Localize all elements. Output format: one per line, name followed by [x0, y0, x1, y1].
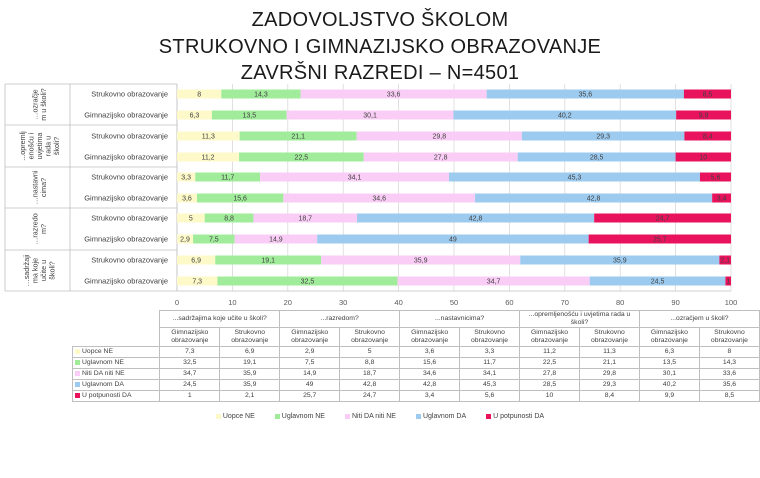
- group-label: m?: [39, 224, 49, 234]
- table-cell: 30,1: [639, 369, 699, 380]
- table-cell: 33,6: [699, 369, 759, 380]
- table-row-label: Uglavnom DA: [82, 381, 124, 388]
- data-label: 1: [726, 278, 731, 286]
- data-label: 13,5: [242, 112, 257, 120]
- table-cell: 21,1: [579, 358, 639, 369]
- table-cell: 11,2: [520, 347, 580, 358]
- legend-label: Uopce NE: [222, 413, 255, 420]
- table-cell: 3,3: [460, 347, 520, 358]
- table-sub-header: Gimnazijsko obrazovanje: [280, 328, 340, 347]
- table-cell: 42,8: [340, 380, 400, 391]
- table-cell: 32,5: [160, 358, 220, 369]
- table-cell: 8: [699, 347, 759, 358]
- table-cell: 49: [280, 380, 340, 391]
- legend-swatch: [275, 414, 280, 419]
- data-label: 8,5: [702, 91, 713, 99]
- table-sub-header: Strukovno obrazovanje: [340, 328, 400, 347]
- x-tick-label: 10: [228, 298, 237, 307]
- x-tick-label: 0: [174, 298, 180, 307]
- data-label: 34,1: [347, 174, 362, 182]
- category-label: Strukovno obrazovanje: [91, 89, 168, 99]
- table-cell: 3,6: [400, 347, 460, 358]
- data-label: 34,7: [486, 278, 501, 286]
- x-tick-label: 90: [671, 298, 680, 307]
- group-label: školi?: [51, 136, 61, 156]
- group-label: cima?: [39, 177, 49, 198]
- data-label: 24,7: [655, 215, 670, 223]
- legend-swatch: [416, 414, 421, 419]
- table-sub-header: Strukovno obrazovanje: [220, 328, 280, 347]
- category-label: Gimnazijsko obrazovanje: [84, 193, 168, 203]
- table-sub-header: Gimnazijsko obrazovanje: [639, 328, 699, 347]
- table-cell: 24,5: [160, 380, 220, 391]
- legend-label: Uglavnom DA: [422, 413, 467, 420]
- table-cell: 25,7: [280, 391, 340, 402]
- legend-item: [345, 413, 396, 420]
- x-tick-label: 60: [505, 298, 514, 307]
- x-tick-label: 30: [339, 298, 348, 307]
- table-cell: 11,7: [460, 358, 520, 369]
- legend-key: [75, 371, 80, 376]
- data-label: 14,3: [254, 91, 268, 99]
- data-label: 29,3: [596, 133, 610, 141]
- group-label: rada u: [43, 135, 53, 157]
- table-cell: 1: [160, 391, 220, 402]
- table-cell: 18,7: [340, 369, 400, 380]
- table-cell: 8,4: [579, 391, 639, 402]
- table-group-header: ...nastavnicima?: [400, 311, 520, 328]
- table-row: [73, 369, 760, 380]
- group-label: enošću i: [26, 132, 36, 160]
- table-cell: 2,1: [220, 391, 280, 402]
- data-label: 35,6: [578, 91, 593, 99]
- table-cell: 9,9: [639, 391, 699, 402]
- table-row-label: U potpunosti DA: [82, 392, 132, 399]
- legend-label: Uglavnom NE: [281, 413, 325, 420]
- legend-key: [75, 360, 80, 365]
- group-label: …razredo: [30, 213, 40, 245]
- table-cell: 22,5: [520, 358, 580, 369]
- data-label: 22,5: [294, 154, 309, 162]
- x-tick-label: 70: [560, 298, 569, 307]
- table-cell: 8,8: [340, 358, 400, 369]
- table-cell: 24,7: [340, 391, 400, 402]
- category-label: Gimnazijsko obrazovanje: [84, 110, 168, 120]
- table-sub-header: Strukovno obrazovanje: [460, 328, 520, 347]
- table-row: [73, 380, 760, 391]
- x-tick-label: 80: [616, 298, 625, 307]
- table-cell: 2,9: [280, 347, 340, 358]
- category-label: Gimnazijsko obrazovanje: [84, 276, 168, 286]
- data-label: 18,7: [298, 215, 313, 223]
- data-table: [72, 310, 760, 402]
- table-cell: 13,5: [639, 358, 699, 369]
- table-row-label: Uopce NE: [82, 348, 113, 355]
- table-cell: 19,1: [220, 358, 280, 369]
- legend-swatch: [345, 414, 350, 419]
- x-tick-label: 50: [449, 298, 459, 307]
- legend-label: U potpunosti DA: [493, 413, 545, 420]
- data-label: 8: [197, 91, 202, 99]
- table-group-header: ...razredom?: [280, 311, 400, 328]
- table-cell: 27,8: [520, 369, 580, 380]
- data-label: 40,2: [557, 112, 572, 120]
- data-label: 28,5: [589, 154, 604, 162]
- data-label: 5: [188, 215, 193, 223]
- group-label: …nastavni: [30, 170, 40, 205]
- data-label: 35,9: [413, 257, 428, 265]
- legend-item: [216, 413, 255, 420]
- category-label: Strukovno obrazovanje: [91, 131, 168, 141]
- data-label: 9,9: [698, 112, 709, 120]
- table-corner: [73, 328, 160, 347]
- data-label: 49: [448, 236, 457, 244]
- group-label: uvjetima: [34, 132, 44, 160]
- data-label: 42,8: [468, 215, 483, 223]
- table-sub-header: Gimnazijsko obrazovanje: [160, 328, 220, 347]
- table-cell: 45,3: [460, 380, 520, 391]
- category-label: Gimnazijsko obrazovanje: [84, 152, 168, 162]
- legend-item: [275, 413, 325, 420]
- data-label: 3,3: [181, 174, 192, 182]
- group-label: m u školi?: [39, 88, 49, 121]
- data-label: 42,8: [586, 195, 601, 203]
- data-label: 30,1: [363, 112, 377, 120]
- x-tick-label: 40: [394, 298, 403, 307]
- data-label: 10: [699, 154, 708, 162]
- table-cell: 35,6: [699, 380, 759, 391]
- group-label: ...opremlj: [17, 131, 27, 161]
- data-label: 34,6: [372, 195, 387, 203]
- data-label: 5,6: [710, 174, 721, 182]
- data-label: 2,9: [180, 236, 190, 244]
- data-label: 3,4: [716, 195, 727, 203]
- table-cell: 5,6: [460, 391, 520, 402]
- data-label: 32,5: [300, 278, 315, 286]
- table-group-header: ...sadržajima koje učite u školi?: [160, 311, 280, 328]
- table-cell: 29,8: [579, 369, 639, 380]
- table-sub-header: Gimnazijsko obrazovanje: [520, 328, 580, 347]
- data-label: 15,6: [233, 195, 247, 203]
- chart-title-line-1: ZADOVOLJSTVO ŠKOLOM: [251, 9, 509, 31]
- table-cell: 3,4: [400, 391, 460, 402]
- data-label: 29,8: [432, 133, 447, 141]
- table-cell: 29,3: [579, 380, 639, 391]
- table-cell: 14,3: [699, 358, 759, 369]
- table-cell: 7,3: [160, 347, 220, 358]
- group-label: učite u: [39, 259, 49, 282]
- table-cell: 35,9: [220, 380, 280, 391]
- table-group-header: ...ozračjem u školi?: [639, 311, 759, 328]
- data-label: 27,8: [433, 154, 448, 162]
- table-cell: 8,5: [699, 391, 759, 402]
- data-label: 8,8: [224, 215, 234, 223]
- group-label: ma koje: [30, 257, 40, 284]
- group-label: …ozračje: [30, 89, 40, 120]
- table-cell: 7,5: [280, 358, 340, 369]
- table-cell: 28,5: [520, 380, 580, 391]
- table-cell: 40,2: [639, 380, 699, 391]
- table-group-header: ...opremljenošću i uvjetima rada u školi?: [520, 311, 640, 328]
- data-label: 11,7: [221, 174, 235, 182]
- chart-title-line-2: STRUKOVNO I GIMNAZIJSKO OBRAZOVANJE: [158, 36, 602, 58]
- data-label: 7,5: [208, 236, 219, 244]
- data-label: 21,1: [291, 133, 305, 141]
- table-cell: 10: [520, 391, 580, 402]
- table-cell: 35,9: [220, 369, 280, 380]
- category-label: Gimnazijsko obrazovanje: [84, 234, 168, 244]
- table-cell: 42,8: [400, 380, 460, 391]
- category-label: Strukovno obrazovanje: [91, 172, 168, 182]
- table-row: [73, 391, 760, 402]
- group-label: školi?: [47, 261, 57, 280]
- category-label: Strukovno obrazovanje: [91, 213, 168, 223]
- category-label: Strukovno obrazovanje: [91, 255, 168, 265]
- x-tick-label: 20: [283, 298, 292, 307]
- data-label: 24,5: [650, 278, 665, 286]
- chart-title-line-3: ZAVRŠNI RAZREDI – N=4501: [240, 62, 520, 84]
- data-label: 25,7: [652, 236, 667, 244]
- legend-item: [416, 413, 466, 420]
- legend-key: [75, 382, 80, 387]
- table-corner: [73, 311, 160, 328]
- table-sub-header: Strukovno obrazovanje: [579, 328, 639, 347]
- legend-swatch: [486, 414, 491, 419]
- table-cell: 14,9: [280, 369, 340, 380]
- table-row-label: Niti DA niti NE: [82, 370, 125, 377]
- table-cell: 6,3: [639, 347, 699, 358]
- table-cell: 11,3: [579, 347, 639, 358]
- x-tick-label: 100: [724, 298, 738, 307]
- data-label: 2,1: [720, 257, 731, 265]
- table-row: [73, 347, 760, 358]
- table-row: [73, 358, 760, 369]
- legend-item: [486, 413, 544, 420]
- data-label: 45,3: [567, 174, 582, 182]
- data-label: 19,1: [261, 257, 276, 265]
- table-cell: 34,7: [160, 369, 220, 380]
- table-cell: 5: [340, 347, 400, 358]
- table-sub-header: Strukovno obrazovanje: [699, 328, 759, 347]
- legend-key: [75, 393, 80, 398]
- legend-swatch: [216, 414, 221, 419]
- data-label: 33,6: [386, 91, 401, 99]
- table-row-label: Uglavnom NE: [82, 359, 124, 366]
- chart-legend: [0, 413, 760, 420]
- table-cell: 15,6: [400, 358, 460, 369]
- legend-label: Niti DA niti NE: [351, 413, 396, 420]
- data-label: 6,9: [191, 257, 201, 265]
- table-cell: 34,1: [460, 369, 520, 380]
- table-cell: 34,6: [400, 369, 460, 380]
- data-label: 8,4: [702, 133, 713, 141]
- data-label: 11,2: [201, 154, 215, 162]
- data-label: 7,3: [192, 278, 203, 286]
- table-cell: 6,9: [220, 347, 280, 358]
- legend-key: [75, 349, 80, 354]
- data-label: 11,3: [201, 133, 215, 141]
- group-label: …sadržaji: [22, 254, 32, 287]
- data-label: 6,3: [189, 112, 200, 120]
- data-label: 35,9: [612, 257, 627, 265]
- table-sub-header: Gimnazijsko obrazovanje: [400, 328, 460, 347]
- data-label: 3,6: [182, 195, 192, 203]
- data-label: 14,9: [269, 236, 283, 244]
